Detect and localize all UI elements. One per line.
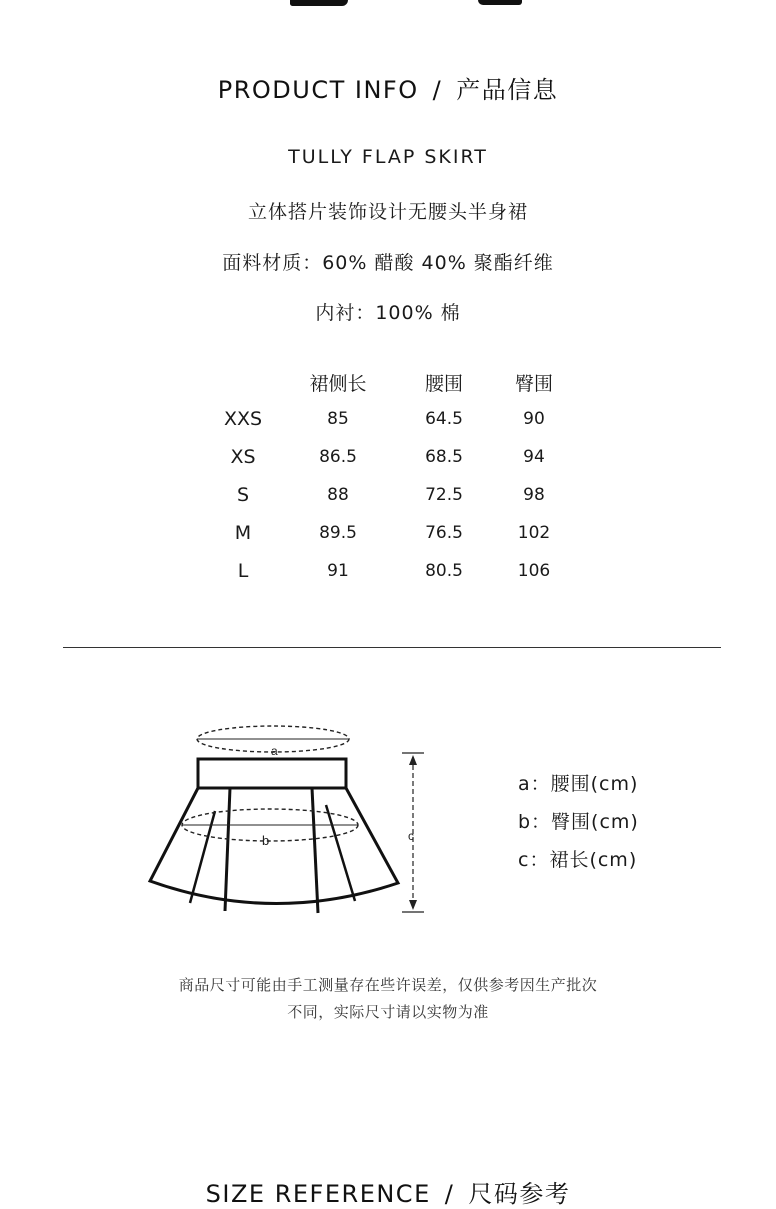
waistband <box>198 759 346 788</box>
measurement-note-line2: 不同，实际尺寸请以实物为准 <box>287 1003 489 1021</box>
top-photo-fragment-right <box>478 0 522 5</box>
table-row <box>198 552 568 590</box>
size-reference-heading-separator: / <box>444 1180 455 1208</box>
size-label: M <box>234 522 252 544</box>
hip-value: 90 <box>523 409 545 429</box>
waist-value: 68.5 <box>425 447 463 467</box>
table-row <box>198 476 568 514</box>
size-table <box>198 364 568 590</box>
side-length-value: 89.5 <box>319 523 357 543</box>
lining-composition: 内衬：100% 棉 <box>315 302 461 324</box>
legend-hip: b：臀围(cm) <box>518 811 639 833</box>
skirt-body <box>150 788 398 904</box>
legend-waist: a：腰围(cm) <box>518 773 639 795</box>
label-b: b <box>262 833 270 848</box>
header-waist: 腰围 <box>424 372 463 395</box>
hip-value: 98 <box>523 485 545 505</box>
size-label: XXS <box>223 408 263 430</box>
top-photo-fragment-left <box>290 0 348 6</box>
hip-value: 106 <box>517 561 551 581</box>
measurement-note-line1: 商品尺寸可能由手工测量存在些许误差，仅供参考因生产批次 <box>178 976 598 994</box>
skirt-measurement-diagram <box>140 715 440 925</box>
table-row <box>198 514 568 552</box>
label-a: a <box>271 744 278 758</box>
size-reference-heading-en: SIZE REFERENCE <box>205 1180 431 1208</box>
product-name: TULLY FLAP SKIRT <box>288 146 488 168</box>
product-info-heading-separator: / <box>432 76 443 104</box>
table-row <box>198 438 568 476</box>
size-reference-heading <box>0 1174 776 1209</box>
side-length-value: 85 <box>327 409 349 429</box>
waist-value: 72.5 <box>425 485 463 505</box>
label-c: c <box>408 829 414 843</box>
waist-value: 64.5 <box>425 409 463 429</box>
length-arrow-up <box>409 755 417 765</box>
fabric-composition: 面料材质：60% 醋酸 40% 聚酯纤维 <box>222 252 554 274</box>
waist-value: 80.5 <box>425 561 463 581</box>
legend-length: c：裙长(cm) <box>518 849 638 871</box>
section-divider <box>63 647 721 648</box>
product-info-heading-cn: 产品信息 <box>456 76 559 104</box>
side-length-value: 86.5 <box>319 447 357 467</box>
side-length-value: 88 <box>327 485 349 505</box>
size-table-header <box>198 364 568 400</box>
hip-value: 102 <box>517 523 551 543</box>
size-label: XS <box>230 446 256 468</box>
size-label: L <box>237 560 249 582</box>
size-label: S <box>236 484 250 506</box>
header-side-length: 裙侧长 <box>309 372 367 395</box>
hip-value: 94 <box>523 447 545 467</box>
waist-value: 76.5 <box>425 523 463 543</box>
table-row <box>198 400 568 438</box>
product-info-heading <box>0 70 776 105</box>
size-reference-heading-cn: 尺码参考 <box>468 1180 571 1208</box>
length-arrow-down <box>409 900 417 910</box>
product-description: 立体搭片装饰设计无腰头半身裙 <box>247 201 528 223</box>
product-info-heading-en: PRODUCT INFO <box>217 76 419 104</box>
side-length-value: 91 <box>327 561 349 581</box>
header-size <box>198 364 288 400</box>
header-hip: 臀围 <box>514 372 553 395</box>
